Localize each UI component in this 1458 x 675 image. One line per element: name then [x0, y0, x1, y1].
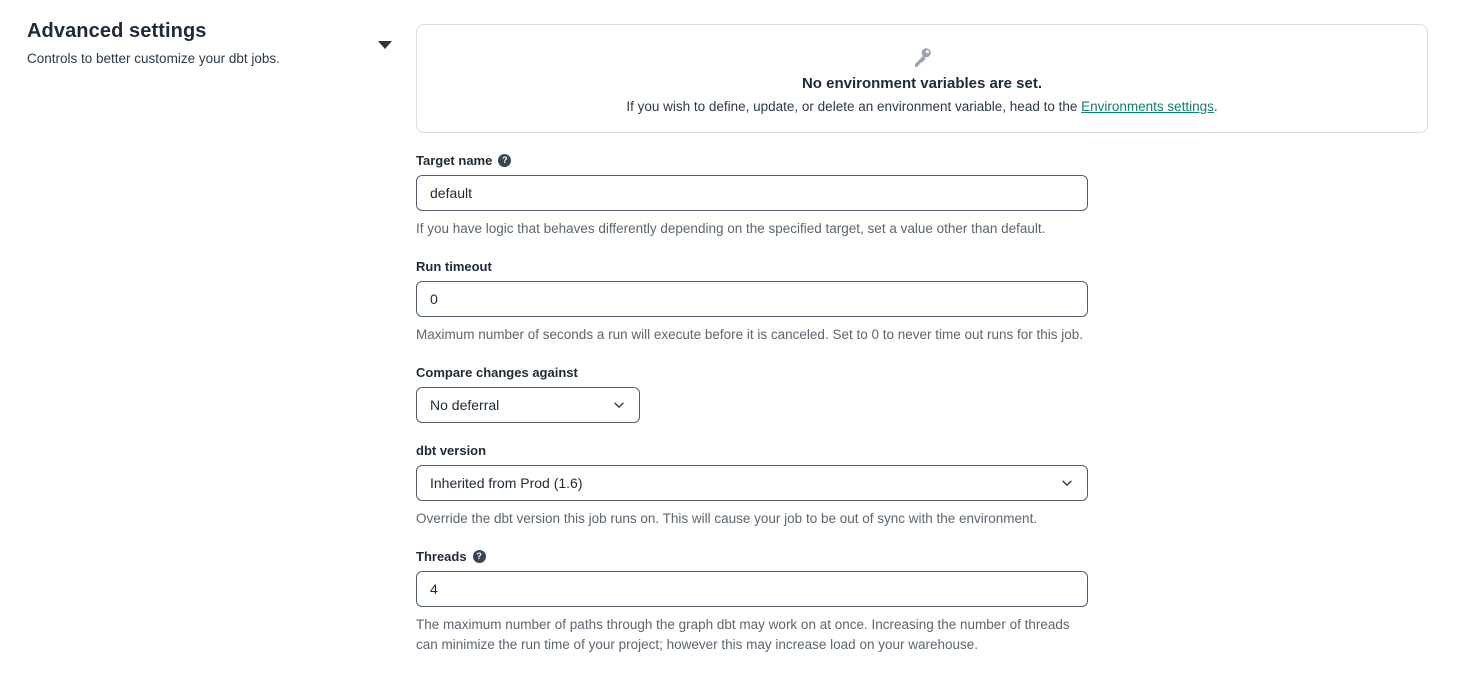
threads-helper: The maximum number of paths through the graph dbt may work on at once. Increasing the number of threads can minimize the run time of your project; however this may increase load on your warehouse.	[416, 617, 1070, 652]
compare-changes-dropdown[interactable]	[416, 387, 640, 423]
run-timeout-helper: Maximum number of seconds a run will execute before it is canceled. Set to 0 to never time out runs for this job.	[416, 327, 1084, 342]
env-banner-heading: No environment variables are set.	[801, 75, 1043, 92]
key-icon	[417, 45, 1427, 69]
page-subtitle: Controls to better customize your dbt jobs.	[27, 51, 280, 66]
threads-field-group	[416, 549, 1088, 655]
chevron-down-icon	[1060, 476, 1074, 490]
collapse-section-caret-icon[interactable]	[378, 41, 392, 49]
page-title: Advanced settings	[27, 20, 207, 42]
dbt-version-label: dbt version	[416, 443, 487, 458]
run-timeout-label: Run timeout	[416, 259, 492, 274]
advanced-settings-form	[416, 153, 1088, 655]
advanced-settings-panel	[416, 24, 1428, 675]
target-name-field-group	[416, 153, 1088, 239]
env-banner-body-suffix: .	[1213, 99, 1218, 114]
dbt-version-helper: Override the dbt version this job runs on. This will cause your job to be out of sync with the environment.	[416, 511, 1038, 526]
threads-input[interactable]	[416, 571, 1088, 607]
target-name-label: Target name	[416, 153, 493, 168]
chevron-down-icon	[612, 398, 626, 412]
advanced-settings-header	[27, 20, 367, 66]
env-banner-body	[417, 99, 1427, 114]
target-name-help-icon[interactable]: ?	[498, 154, 511, 167]
dbt-version-field-group	[416, 443, 1088, 529]
compare-changes-label: Compare changes against	[416, 365, 578, 380]
target-name-helper: If you have logic that behaves differently depending on the specified target, set a value other than default.	[416, 221, 1046, 236]
run-timeout-field-group	[416, 259, 1088, 345]
target-name-input[interactable]	[416, 175, 1088, 211]
env-variables-banner	[416, 24, 1428, 133]
threads-help-icon[interactable]: ?	[473, 550, 486, 563]
env-banner-body-prefix: If you wish to define, update, or delete an environment variable, head to the	[626, 99, 1082, 114]
dbt-version-dropdown[interactable]	[416, 465, 1088, 501]
threads-label: Threads	[416, 549, 467, 564]
compare-changes-selected-value: No deferral	[430, 397, 500, 413]
environments-settings-link[interactable]: Environments settings	[1081, 99, 1214, 114]
run-timeout-input[interactable]	[416, 281, 1088, 317]
dbt-version-selected-value: Inherited from Prod (1.6)	[430, 475, 583, 491]
compare-changes-field-group	[416, 365, 1088, 423]
